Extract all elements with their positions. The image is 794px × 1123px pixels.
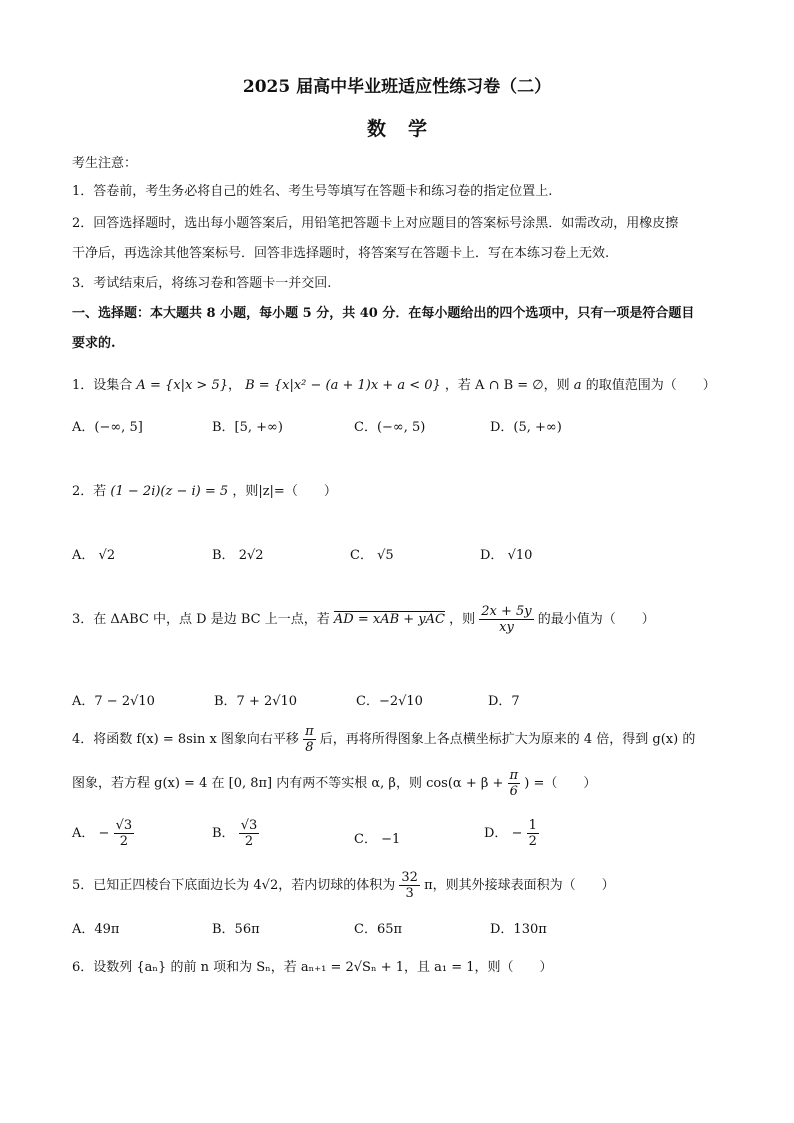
q2-option-c-letter: C．: [350, 548, 373, 563]
q2-option-c: [350, 544, 394, 563]
q4-option-b: [212, 818, 259, 849]
q3-option-a: A．7 − 2√10: [72, 694, 155, 709]
q3-tail: 的最小值为（ ）: [537, 612, 655, 627]
q4-option-a-denominator: 2: [119, 834, 128, 849]
q2-option-b-letter: B．: [212, 548, 235, 563]
note-item: 1．答卷前，考生务必将自己的姓名、考生号等填写在答题卡和练习卷的指定位置上.: [72, 184, 553, 199]
q3-fraction-denominator: xy: [499, 620, 514, 635]
q2-tail: ，则|z|=（ ）: [232, 484, 337, 499]
exam-title: 2025 届高中毕业班适应性练习卷（二）: [242, 77, 552, 97]
q3-option-c: C．−2√10: [356, 694, 423, 709]
q4-option-d: [484, 818, 539, 849]
q4-option-b-numerator: √3: [240, 818, 258, 833]
q2-option-d-letter: D．: [480, 548, 504, 563]
q2-option-c-value: √5: [377, 548, 394, 563]
question-2: [72, 480, 337, 499]
question-3: [72, 604, 655, 635]
q4-line1-a: 4．将函数 f(x) = 8sin x 图象向右平移: [72, 732, 299, 747]
q5-option-d: D．130π: [490, 922, 547, 937]
q4-option-a-fraction: [114, 818, 135, 849]
subject-title: 数学: [366, 118, 449, 140]
q4-option-a: [72, 818, 134, 849]
section-heading: 一、选择题：本大题共 8 小题，每小题 5 分，共 40 分．在每小题给出的四个选项中，只有一项是符合题目: [72, 306, 695, 321]
note-item: 2．回答选择题时，选出每小题答案后，用铅笔把答题卡上对应题目的答案标号涂黑．如需改动，用橡皮擦: [72, 216, 679, 231]
q2-option-a-value: √2: [98, 548, 116, 563]
q5-fraction-denominator: 3: [405, 886, 414, 901]
q4-option-b-fraction: [239, 818, 260, 849]
q4-option-c-letter: C．: [354, 832, 377, 847]
q2-expression: (1 − 2i)(z − i) = 5: [110, 484, 229, 499]
question-4-line-1: [72, 724, 695, 755]
q5-fraction: [399, 870, 420, 901]
q4-option-c-value: −1: [381, 832, 401, 847]
q4-line2-a: 图象，若方程 g(x) = 4 在 [0, 8π] 内有两不等实根 α, β，则 cos(α + β +: [72, 776, 504, 791]
q2-option-a: [72, 544, 115, 563]
q3-option-d: D．7: [488, 694, 520, 709]
q1-tail: 的取值范围为（ ）: [585, 378, 716, 393]
q4-fraction-2: [508, 768, 521, 799]
q1-option-b: B．[5, +∞): [212, 420, 283, 435]
q5-option-a: A．49π: [72, 922, 120, 937]
q5-option-c: C．65π: [354, 922, 403, 937]
q1-set-a: A = {x|x > 5}: [136, 378, 228, 393]
note-item: 3．考试结束后，将练习卷和答题卡一并交回.: [72, 276, 332, 291]
q4-option-b-letter: B．: [212, 826, 235, 841]
q1-prefix: 1．设集合: [72, 378, 133, 393]
q2-option-d: [480, 544, 532, 563]
q4-option-a-letter: A．: [72, 826, 95, 841]
notes-heading: 考生注意：: [72, 156, 138, 171]
q4-fraction-2-denominator: 6: [509, 784, 518, 799]
q4-option-d-numerator: 1: [528, 818, 537, 833]
q4-line1-b: 后，再将所得图象上各点横坐标扩大为原来的 4 倍，得到 g(x) 的: [319, 732, 696, 747]
q2-option-a-letter: A．: [72, 548, 95, 563]
q4-option-a-minus: −: [98, 826, 110, 841]
q4-fraction-1: [303, 724, 316, 755]
q1-variable: a: [573, 378, 582, 393]
q4-option-c: [354, 828, 400, 847]
q4-option-d-fraction: [527, 818, 539, 849]
q4-fraction-1-numerator: π: [305, 724, 314, 739]
q4-option-b-denominator: 2: [244, 834, 254, 849]
section-heading-cont: 要求的.: [72, 336, 116, 351]
q5-option-b: B．56π: [212, 922, 260, 937]
q1-option-d: D．(5, +∞): [490, 420, 562, 435]
q3-vector-equation: AD = xAB + yAC: [333, 612, 445, 627]
question-6: 6．设数列 {aₙ} 的前 n 项和为 Sₙ，若 aₙ₊₁ = 2√Sₙ + 1，且 a₁ = 1，则（ ）: [72, 960, 553, 975]
q2-prefix: 2．若: [72, 484, 107, 499]
question-5: [72, 870, 615, 901]
q1-set-b: B = {x|x² − (a + 1)x + a < 0}: [245, 378, 441, 393]
q3-prefix: 3．在 ΔABC 中，点 D 是边 BC 上一点，若: [72, 612, 330, 627]
q4-option-a-numerator: √3: [115, 818, 133, 833]
q5-fraction-numerator: 32: [401, 870, 418, 885]
question-1: 1．设集合 A = {x|x > 5}， B = {x|x² − (a + 1)x + a < 0} ，若 A ∩ B = ∅，则 a 的取值范围为（ ）: [72, 378, 716, 393]
question-4-line-2: [72, 768, 596, 799]
q3-fraction-numerator: 2x + 5y: [481, 604, 532, 619]
q4-option-d-denominator: 2: [528, 834, 537, 849]
q3-option-b: B．7 + 2√10: [214, 694, 298, 709]
note-item: 干净后，再选涂其他答案标号．回答非选择题时，将答案写在答题卡上．写在本练习卷上无效.: [72, 246, 610, 261]
q5-line-a: 5．已知正四棱台下底面边长为 4√2，若内切球的体积为: [72, 878, 396, 893]
q1-condition: ，若 A ∩ B = ∅，则: [444, 378, 570, 393]
q4-option-d-minus: −: [511, 826, 523, 841]
q2-option-b: [212, 544, 264, 563]
q5-line-b: π，则其外接球表面积为（ ）: [424, 878, 615, 893]
q4-option-d-letter: D．: [484, 826, 508, 841]
q3-fraction: [479, 604, 533, 635]
q3-mid: ，则: [449, 612, 476, 627]
q2-option-d-value: √10: [507, 548, 533, 563]
q4-fraction-1-denominator: 8: [305, 740, 314, 755]
q4-line2-b: ) =（ ）: [524, 776, 597, 791]
q1-option-a: A．(−∞, 5]: [72, 420, 143, 435]
q1-option-c: C．(−∞, 5): [354, 420, 426, 435]
q4-fraction-2-numerator: π: [509, 768, 519, 783]
q2-option-b-value: 2√2: [238, 548, 264, 563]
